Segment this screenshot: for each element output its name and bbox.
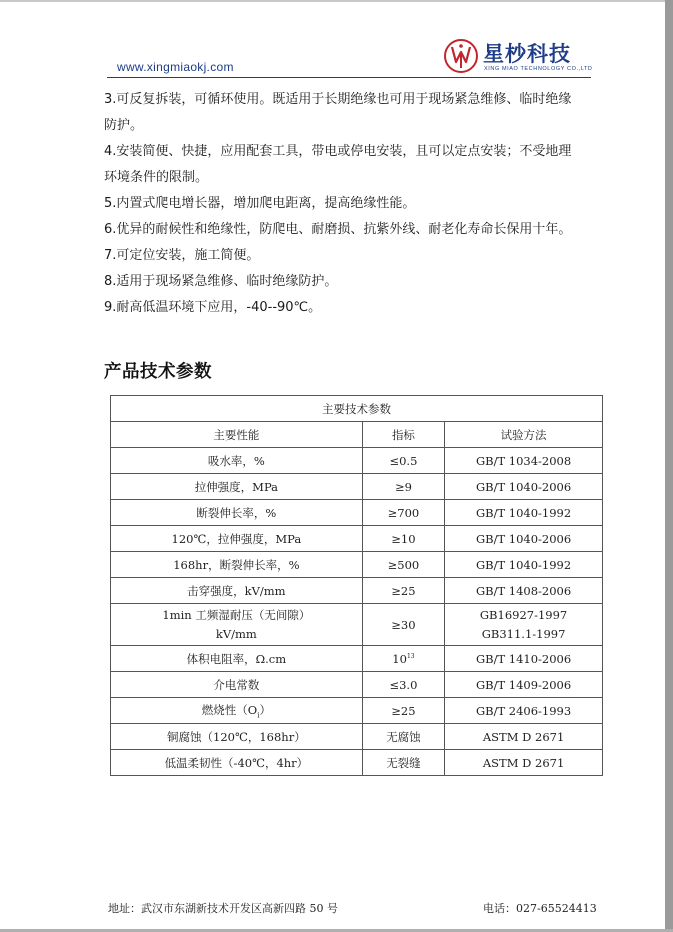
feature-list <box>104 87 604 321</box>
feature-line: 环境条件的限制。 <box>104 170 209 185</box>
feature-line: 8.适用于现场紧急维修、临时绝缘防护。 <box>104 274 338 289</box>
method-cell: GB/T 1040-2006 <box>445 526 603 552</box>
value-cell: 无裂缝 <box>362 750 444 776</box>
property-cell <box>111 604 363 646</box>
feature-line: 防护。 <box>104 118 144 133</box>
method-line: GB16927-1997 <box>479 607 568 622</box>
value-cell: 无腐蚀 <box>362 724 444 750</box>
property-subscript: i <box>257 711 260 720</box>
value-cell: ≤3.0 <box>362 672 444 698</box>
property-cell <box>111 698 363 724</box>
property-cell: 低温柔韧性（-40℃，4hr） <box>111 750 363 776</box>
property-cell: 168hr，断裂伸长率，% <box>111 552 363 578</box>
table-row <box>111 672 603 698</box>
value-base: 10 <box>392 651 407 666</box>
table-row <box>111 526 603 552</box>
footer-address: 地址：武汉市东湖新技术开发区高新四路 50 号 <box>108 902 338 915</box>
property-cell: 铜腐蚀（120℃，168hr） <box>111 724 363 750</box>
method-cell: GB/T 1409-2006 <box>445 672 603 698</box>
method-cell: ASTM D 2671 <box>445 724 603 750</box>
property-base: 燃烧性（O <box>201 702 258 717</box>
column-header: 指标 <box>362 422 444 448</box>
table-row <box>111 474 603 500</box>
value-cell: ≥9 <box>362 474 444 500</box>
method-cell: GB/T 1408-2006 <box>445 578 603 604</box>
method-cell: ASTM D 2671 <box>445 750 603 776</box>
column-header: 主要性能 <box>111 422 363 448</box>
footer-phone: 电话：027-65524413 <box>483 902 597 915</box>
table-row <box>111 448 603 474</box>
property-end: ） <box>259 702 271 717</box>
table-caption: 主要技术参数 <box>111 396 603 422</box>
property-cell: 120℃，拉伸强度，MPa <box>111 526 363 552</box>
value-cell: ≥30 <box>362 604 444 646</box>
table-row <box>111 552 603 578</box>
value-cell: ≤0.5 <box>362 448 444 474</box>
property-cell: 拉伸强度，MPa <box>111 474 363 500</box>
method-line: GB311.1-1997 <box>481 626 566 641</box>
method-cell: GB/T 1410-2006 <box>445 646 603 672</box>
feature-line: 6.优异的耐候性和绝缘性，防爬电、耐磨损、抗紫外线、耐老化寿命长保用十年。 <box>104 222 572 237</box>
feature-line: 9.耐高低温环境下应用，-40--90℃。 <box>104 300 322 315</box>
table-row <box>111 500 603 526</box>
column-header: 试验方法 <box>445 422 603 448</box>
table-row <box>111 750 603 776</box>
property-cell: 断裂伸长率，% <box>111 500 363 526</box>
property-cell: 吸水率，% <box>111 448 363 474</box>
method-cell: GB/T 1034-2008 <box>445 448 603 474</box>
property-cell: 体积电阻率，Ω.cm <box>111 646 363 672</box>
table-header-row <box>111 422 603 448</box>
method-cell: GB/T 1040-2006 <box>445 474 603 500</box>
table-row <box>111 604 603 646</box>
method-cell: GB/T 1040-1992 <box>445 552 603 578</box>
table-row <box>111 646 603 672</box>
header-divider <box>107 77 591 78</box>
logo-emblem-icon <box>443 38 479 74</box>
spec-table <box>110 395 603 776</box>
value-cell: ≥500 <box>362 552 444 578</box>
section-title: 产品技术参数 <box>104 362 212 382</box>
page-top-edge <box>0 0 673 2</box>
feature-line: 3.可反复拆装，可循环使用。既适用于长期绝缘也可用于现场紧急维修、临时绝缘 <box>104 92 572 107</box>
page-right-edge <box>665 0 673 932</box>
value-cell: ≥10 <box>362 526 444 552</box>
value-exponent: 13 <box>406 652 415 660</box>
table-row <box>111 578 603 604</box>
feature-line: 4.安装简便、快捷，应用配套工具，带电或停电安装，且可以定点安装；不受地理 <box>104 144 572 159</box>
property-line: kV/mm <box>215 626 257 641</box>
logo-name: 星杪科技 <box>483 42 571 66</box>
logo-subtitle: XING MIAO TECHNOLOGY CO.,LTD <box>484 66 593 72</box>
table-caption-row <box>111 396 603 422</box>
table-row <box>111 724 603 750</box>
method-cell <box>445 604 603 646</box>
table-row <box>111 698 603 724</box>
value-cell: ≥25 <box>362 578 444 604</box>
property-cell: 介电常数 <box>111 672 363 698</box>
value-cell: ≥25 <box>362 698 444 724</box>
method-cell: GB/T 1040-1992 <box>445 500 603 526</box>
property-cell: 击穿强度，kV/mm <box>111 578 363 604</box>
value-cell <box>362 646 444 672</box>
feature-line: 5.内置式爬电增长器，增加爬电距离，提高绝缘性能。 <box>104 196 416 211</box>
property-line: 1min 工频湿耐压（无间隙） <box>162 607 311 622</box>
company-logo <box>443 38 593 76</box>
feature-line: 7.可定位安装，施工简便。 <box>104 248 260 263</box>
header-url[interactable]: www.xingmiaokj.com <box>117 60 234 74</box>
method-cell: GB/T 2406-1993 <box>445 698 603 724</box>
value-cell: ≥700 <box>362 500 444 526</box>
